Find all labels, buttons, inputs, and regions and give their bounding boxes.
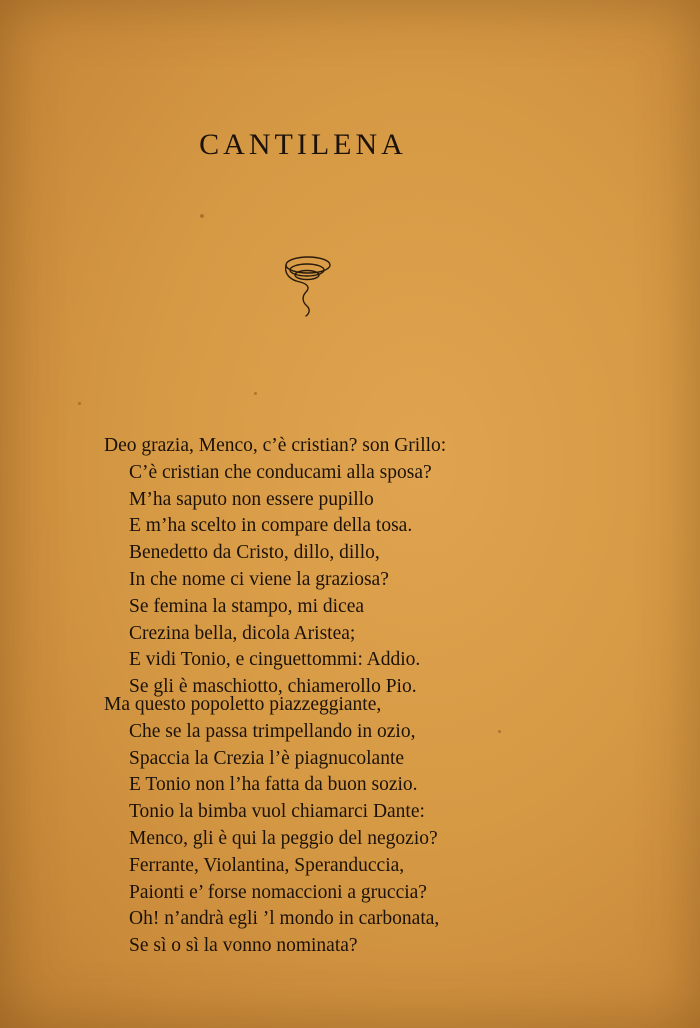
paper-speck xyxy=(254,392,257,395)
verse-line: E m’ha scelto in compare della tosa. xyxy=(129,515,413,537)
verse-line: Se sì o sì la vonno nominata? xyxy=(129,935,358,957)
verse-line: Tonio la bimba vuol chiamarci Dante: xyxy=(129,801,425,823)
verse-line: M’ha saputo non essere pupillo xyxy=(129,488,374,510)
verse-line: Paionti e’ forse nomaccioni a gruccia? xyxy=(129,881,427,903)
verse-line: Ma questo popoletto piazzeggiante, xyxy=(104,694,382,715)
verse-line: Se femina la stampo, mi dicea xyxy=(129,595,365,617)
verse-line: Oh! n’andrà egli ’l mondo in carbonata, xyxy=(129,908,440,930)
verse-line: E Tonio non l’ha fatta da buon sozio. xyxy=(129,774,418,796)
verse-line: Crezina bella, dicola Aristea; xyxy=(129,622,356,644)
verse-line: C’è cristian che conducami alla sposa? xyxy=(129,461,432,483)
verse-line: Che se la passa trimpellando in ozio, xyxy=(129,720,416,742)
verse-line: Se gli è maschiotto, chiamerollo Pio. xyxy=(129,676,417,698)
stanza-1 xyxy=(0,433,446,701)
verse-line: Spaccia la Crezia l’è piagnucolante xyxy=(129,747,405,769)
paper-speck xyxy=(200,214,204,218)
verse-line: Menco, gli è qui la peggio del negozio? xyxy=(129,827,438,849)
verse-line: In che nome ci viene la graziosa? xyxy=(129,568,389,590)
verse-line: Deo grazia, Menco, c’è cristian? son Grillo: xyxy=(104,435,447,456)
verse-line: Benedetto da Cristo, dillo, dillo, xyxy=(129,542,380,564)
paper-speck xyxy=(78,402,81,405)
paper-speck xyxy=(498,730,501,733)
spiral-flourish-icon xyxy=(280,252,336,318)
stanza-2 xyxy=(0,692,439,960)
page-title: CANTILENA xyxy=(199,128,407,161)
verse-line: E vidi Tonio, e cinguettommi: Addio. xyxy=(129,649,421,671)
verse-line: Ferrante, Violantina, Speranduccia, xyxy=(129,854,405,876)
